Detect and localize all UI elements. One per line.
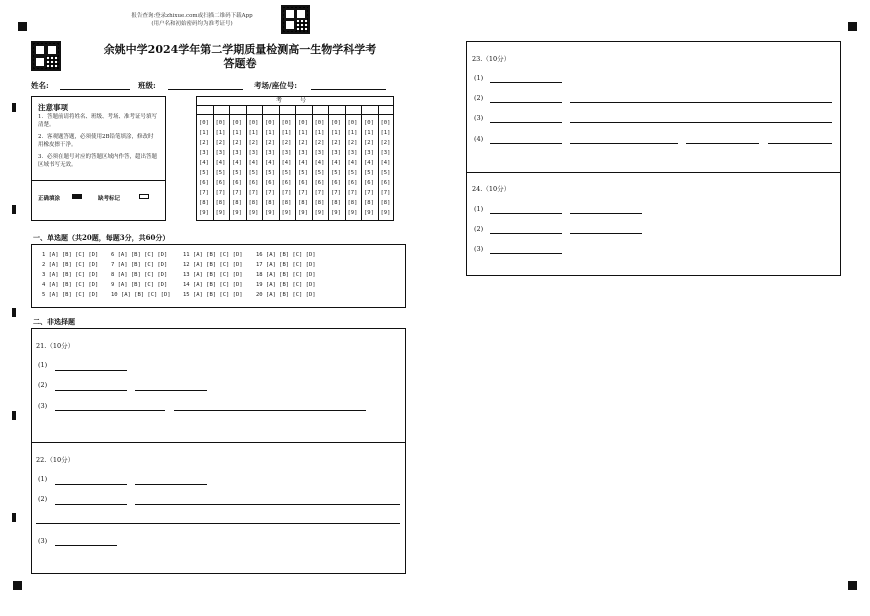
corner-mark-bottom-left [13, 581, 22, 590]
exam-number-column-divider [378, 105, 379, 221]
single-choice-item[interactable]: 3 [A] [B] [C] [D] [42, 272, 99, 278]
exam-number-bubble[interactable]: [5] [265, 170, 275, 176]
exam-number-column-divider [312, 105, 313, 221]
q22-p1-answer-a[interactable] [55, 484, 127, 485]
exam-number-column-divider [246, 105, 247, 221]
qr-code-app [281, 5, 310, 34]
exam-number-bubble[interactable]: [1] [364, 130, 374, 136]
exam-number-bubble[interactable]: [2] [314, 140, 325, 146]
exam-number-bubble[interactable]: [9] [199, 210, 209, 216]
single-choice-item[interactable]: 10 [A] [B] [C] [D] [111, 292, 171, 298]
exam-number-bubble[interactable]: [0] [215, 120, 226, 126]
q22-p1-answer-b[interactable] [135, 484, 207, 485]
q24-p2-answer-a[interactable] [490, 233, 562, 234]
exam-number-bubble[interactable]: [6] [331, 180, 341, 186]
exam-number-bubble[interactable]: [3] [331, 150, 341, 156]
notice-divider [32, 180, 165, 181]
exam-number-bubble[interactable]: [8] [215, 200, 226, 206]
exam-number-bubble[interactable]: [8] [298, 200, 308, 206]
exam-number-bubble[interactable]: [2] [298, 140, 308, 146]
exam-number-bubble[interactable]: [6] [298, 180, 308, 186]
q23-p1-answer[interactable] [490, 82, 562, 83]
exam-number-column-divider [262, 105, 263, 221]
exam-number-bubble[interactable]: [8] [331, 200, 341, 206]
q21-p1-answer[interactable] [55, 370, 127, 371]
exam-number-bubble[interactable]: [4] [331, 160, 341, 166]
exam-number-bubble[interactable]: [9] [347, 210, 358, 216]
exam-number-bubble[interactable]: [8] [265, 200, 275, 206]
exam-number-bubble[interactable]: [6] [364, 180, 374, 186]
exam-number-bubble[interactable]: [4] [298, 160, 308, 166]
exam-number-header: 考 号 [196, 96, 394, 106]
q24-title: 24.（10分） [472, 185, 511, 193]
exam-number-bubble[interactable]: [1] [265, 130, 275, 136]
exam-number-bubble[interactable]: [5] [347, 170, 358, 176]
exam-number-bubble[interactable]: [1] [331, 130, 341, 136]
exam-number-column-divider [279, 105, 280, 221]
exam-number-bubble[interactable]: [1] [380, 130, 391, 136]
single-choice-item[interactable]: 12 [A] [B] [C] [D] [183, 262, 243, 268]
q21-p2-answer-b[interactable] [135, 390, 207, 391]
exam-number-bubble[interactable]: [1] [232, 130, 242, 136]
q22-title: 22.（10分） [36, 456, 75, 464]
exam-number-bubble[interactable]: [5] [199, 170, 209, 176]
corner-mark-top-left [18, 22, 27, 31]
exam-number-bubble[interactable]: [0] [265, 120, 275, 126]
exam-number-bubble[interactable]: [2] [248, 140, 259, 146]
exam-number-bubble[interactable]: [7] [364, 190, 374, 196]
exam-number-bubble[interactable]: [4] [248, 160, 259, 166]
q21-title: 21.（10分） [36, 342, 75, 350]
side-mark [12, 205, 16, 214]
report-notice-line1: 报告查询:登录zhixue.com或扫描二维码下载App [131, 13, 253, 19]
single-choice-item[interactable]: 9 [A] [B] [C] [D] [111, 282, 168, 288]
exam-number-bubble[interactable]: [5] [298, 170, 308, 176]
exam-number-bubble[interactable]: [2] [215, 140, 226, 146]
q22-p2-label: (2) [38, 495, 48, 503]
exam-number-bubble[interactable]: [9] [281, 210, 292, 216]
q23-p4-answer-c[interactable] [686, 143, 759, 144]
exam-number-bubble[interactable]: [0] [199, 120, 209, 126]
exam-number-bubble[interactable]: [2] [331, 140, 341, 146]
exam-number-bubble[interactable]: [3] [380, 150, 391, 156]
exam-number-column-divider [361, 105, 362, 221]
exam-number-bubble[interactable]: [2] [364, 140, 374, 146]
exam-number-bubble[interactable]: [8] [281, 200, 292, 206]
exam-number-bubble[interactable]: [8] [199, 200, 209, 206]
single-choice-item[interactable]: 11 [A] [B] [C] [D] [183, 252, 243, 258]
q21-p3-answer-b[interactable] [174, 410, 366, 411]
q23-24-divider [467, 172, 840, 173]
corner-mark-top-right [848, 22, 857, 31]
q23-24-box [466, 41, 841, 276]
section2-title: 二、非选择题 [33, 317, 75, 326]
report-notice-line2: (用户名和初始密码均为准考证号) [151, 21, 233, 27]
exam-number-bubble[interactable]: [0] [314, 120, 325, 126]
q21-p2-label: (2) [38, 381, 48, 389]
single-choice-item[interactable]: 14 [A] [B] [C] [D] [183, 282, 243, 288]
exam-number-bubble[interactable]: [9] [380, 210, 391, 216]
class-field[interactable] [168, 89, 243, 90]
side-mark [12, 513, 16, 522]
q23-p3-answer-b[interactable] [570, 122, 832, 123]
q22-p2-answer-a[interactable] [55, 504, 127, 505]
exam-number-bubble[interactable]: [7] [265, 190, 275, 196]
q23-p3-answer-a[interactable] [490, 122, 562, 123]
exam-number-bubble[interactable]: [6] [347, 180, 358, 186]
exam-number-bubble[interactable]: [6] [199, 180, 209, 186]
exam-number-bubble[interactable]: [2] [380, 140, 391, 146]
exam-number-bubble[interactable]: [3] [281, 150, 292, 156]
exam-number-bubble[interactable]: [3] [215, 150, 226, 156]
exam-number-column-divider [345, 105, 346, 221]
exam-number-bubble[interactable]: [3] [364, 150, 374, 156]
exam-number-bubble[interactable]: [0] [347, 120, 358, 126]
exam-number-bubble[interactable]: [1] [347, 130, 358, 136]
q21-22-box [31, 328, 406, 574]
page-title [90, 43, 390, 71]
exam-number-bubble[interactable]: [5] [380, 170, 391, 176]
exam-number-bubble[interactable]: [0] [232, 120, 242, 126]
q21-22-divider [32, 442, 405, 443]
single-choice-item[interactable]: 4 [A] [B] [C] [D] [42, 282, 99, 288]
exam-number-bubble[interactable]: [5] [314, 170, 325, 176]
q24-p1-label: (1) [474, 205, 484, 213]
exam-number-column-divider [295, 105, 296, 221]
exam-number-bubble[interactable]: [4] [314, 160, 325, 166]
q23-p4-answer-a[interactable] [490, 143, 562, 144]
exam-number-bubble[interactable]: [1] [215, 130, 226, 136]
notice-item: 3．必须在题号对应的答题区域内作答，超出答题区域书写无效。 [38, 154, 158, 168]
exam-number-bubble[interactable]: [0] [248, 120, 259, 126]
exam-number-bubble[interactable]: [0] [281, 120, 292, 126]
q23-p4-label: (4) [474, 135, 484, 143]
exam-number-bubble[interactable]: [3] [248, 150, 259, 156]
exam-number-bubble[interactable]: [6] [265, 180, 275, 186]
class-label: 班级: [138, 81, 156, 90]
exam-number-bubble[interactable]: [8] [314, 200, 325, 206]
exam-number-bubble[interactable]: [4] [199, 160, 209, 166]
single-choice-item[interactable]: 15 [A] [B] [C] [D] [183, 292, 243, 298]
q24-p2-answer-b[interactable] [570, 233, 642, 234]
exam-number-bubble[interactable]: [3] [199, 150, 209, 156]
single-choice-item[interactable]: 17 [A] [B] [C] [D] [256, 262, 316, 268]
exam-number-column-divider [229, 105, 230, 221]
exam-number-bubble[interactable]: [7] [281, 190, 292, 196]
qr-code-sheet [31, 41, 61, 71]
exam-number-bubble[interactable]: [3] [232, 150, 242, 156]
exam-number-bubble[interactable]: [5] [281, 170, 292, 176]
single-choice-item[interactable]: 19 [A] [B] [C] [D] [256, 282, 316, 288]
exam-number-bubble[interactable]: [9] [248, 210, 259, 216]
q24-p3-answer[interactable] [490, 253, 562, 254]
exam-number-bubble[interactable]: [7] [199, 190, 209, 196]
exam-number-bubble[interactable]: [7] [215, 190, 226, 196]
absent-mark-label: 缺考标记 [98, 196, 121, 202]
exam-number-bubble[interactable]: [7] [314, 190, 325, 196]
q24-p1-answer-a[interactable] [490, 213, 562, 214]
single-choice-item[interactable]: 8 [A] [B] [C] [D] [111, 272, 168, 278]
exam-number-bubble[interactable]: [7] [380, 190, 391, 196]
exam-number-bubble[interactable]: [8] [248, 200, 259, 206]
exam-number-bubble[interactable]: [9] [314, 210, 325, 216]
exam-number-bubble[interactable]: [6] [215, 180, 226, 186]
single-choice-item[interactable]: 18 [A] [B] [C] [D] [256, 272, 316, 278]
room-label: 考场/座位号: [254, 81, 298, 90]
q23-p4-answer-d[interactable] [768, 143, 832, 144]
single-choice-item[interactable]: 1 [A] [B] [C] [D] [42, 252, 99, 258]
corner-mark-bottom-right [848, 581, 857, 590]
exam-number-bubble[interactable]: [7] [248, 190, 259, 196]
exam-number-bubble[interactable]: [4] [380, 160, 391, 166]
section1-title: 一、单选题（共20题，每题3分，共60分） [33, 233, 170, 242]
exam-number-bubble[interactable]: [6] [248, 180, 259, 186]
single-choice-item[interactable]: 20 [A] [B] [C] [D] [256, 292, 316, 298]
single-choice-item[interactable]: 5 [A] [B] [C] [D] [42, 292, 99, 298]
report-notice [118, 12, 266, 28]
exam-number-bubble[interactable]: [5] [248, 170, 259, 176]
q22-p3-answer[interactable] [55, 545, 117, 546]
q24-p1-answer-b[interactable] [570, 213, 642, 214]
q23-title: 23.（10分） [472, 55, 511, 63]
exam-number-bubble[interactable]: [4] [281, 160, 292, 166]
exam-number-bubble[interactable]: [3] [298, 150, 308, 156]
exam-number-bubble[interactable]: [1] [248, 130, 259, 136]
notice-title: 注意事项 [38, 103, 68, 112]
q21-p1-label: (1) [38, 361, 48, 369]
exam-number-bubble[interactable]: [2] [199, 140, 209, 146]
exam-number-bubble[interactable]: [8] [364, 200, 374, 206]
exam-number-bubble[interactable]: [7] [298, 190, 308, 196]
exam-number-bubble[interactable]: [9] [265, 210, 275, 216]
exam-number-bubble[interactable]: [9] [331, 210, 341, 216]
exam-number-bubble[interactable]: [4] [215, 160, 226, 166]
exam-number-bubble[interactable]: [9] [215, 210, 226, 216]
exam-number-bubble[interactable]: [1] [281, 130, 292, 136]
exam-number-bubble[interactable]: [8] [347, 200, 358, 206]
exam-number-bubble[interactable]: [8] [380, 200, 391, 206]
exam-number-bubble[interactable]: [7] [232, 190, 242, 196]
single-choice-item[interactable]: 16 [A] [B] [C] [D] [256, 252, 316, 258]
exam-number-bubble[interactable]: [0] [364, 120, 374, 126]
single-choice-item[interactable]: 13 [A] [B] [C] [D] [183, 272, 243, 278]
exam-number-bubble[interactable]: [9] [364, 210, 374, 216]
name-label: 姓名: [31, 81, 49, 90]
q22-p2-answer-b[interactable] [135, 504, 400, 505]
room-field[interactable] [311, 89, 386, 90]
exam-number-bubble[interactable]: [2] [232, 140, 242, 146]
exam-number-bubble[interactable]: [3] [314, 150, 325, 156]
q23-p2-answer-a[interactable] [490, 102, 562, 103]
exam-number-bubble[interactable]: [1] [199, 130, 209, 136]
exam-number-bubble[interactable]: [5] [215, 170, 226, 176]
exam-number-bubble[interactable]: [5] [232, 170, 242, 176]
side-mark [12, 103, 16, 112]
q22-p3-label: (3) [38, 537, 48, 545]
exam-number-bubble[interactable]: [4] [364, 160, 374, 166]
name-field[interactable] [60, 89, 130, 90]
single-choice-item[interactable]: 2 [A] [B] [C] [D] [42, 262, 99, 268]
q23-p4-answer-b[interactable] [570, 143, 678, 144]
exam-number-bubble[interactable]: [2] [347, 140, 358, 146]
exam-number-bubble[interactable]: [7] [331, 190, 341, 196]
exam-number-bubble[interactable]: [3] [347, 150, 358, 156]
q21-p3-label: (3) [38, 402, 48, 410]
exam-number-bubble[interactable]: [5] [364, 170, 374, 176]
q23-p2-label: (2) [474, 94, 484, 102]
exam-number-bubble[interactable]: [1] [298, 130, 308, 136]
title-line2: 答题卷 [223, 57, 257, 70]
single-choice-item[interactable]: 7 [A] [B] [C] [D] [111, 262, 168, 268]
correct-fill-label: 正确填涂 [38, 196, 61, 202]
side-mark [12, 411, 16, 420]
q24-p3-label: (3) [474, 245, 484, 253]
absent-checkbox[interactable] [139, 194, 149, 199]
side-mark [12, 308, 16, 317]
exam-number-bubble[interactable]: [0] [331, 120, 341, 126]
exam-number-bubble[interactable]: [5] [331, 170, 341, 176]
exam-number-bubble[interactable]: [2] [265, 140, 275, 146]
single-choice-item[interactable]: 6 [A] [B] [C] [D] [111, 252, 168, 258]
exam-number-bubble[interactable]: [1] [314, 130, 325, 136]
exam-number-bubble[interactable]: [6] [281, 180, 292, 186]
exam-number-bubble[interactable]: [6] [232, 180, 242, 186]
exam-number-bubble[interactable]: [0] [380, 120, 391, 126]
exam-number-bubble[interactable]: [2] [281, 140, 292, 146]
notice-item: 1．答题前请将姓名、班级、考场、准考证号填写清楚。 [38, 114, 158, 128]
exam-number-bubble[interactable]: [8] [232, 200, 242, 206]
exam-number-bubble[interactable]: [6] [314, 180, 325, 186]
correct-fill-sample [72, 194, 82, 199]
exam-number-bubble[interactable]: [4] [232, 160, 242, 166]
exam-number-bubble[interactable]: [9] [232, 210, 242, 216]
q24-p2-label: (2) [474, 225, 484, 233]
exam-number-bubble[interactable]: [6] [380, 180, 391, 186]
exam-number-bubble[interactable]: [9] [298, 210, 308, 216]
exam-number-column-divider [213, 105, 214, 221]
q23-p2-answer-b[interactable] [570, 102, 832, 103]
exam-number-column-divider [328, 105, 329, 221]
q22-p1-label: (1) [38, 475, 48, 483]
exam-number-bubble[interactable]: [0] [298, 120, 308, 126]
notice-item: 2．客观题答题，必须使用2B铅笔填涂，修改时用橡皮擦干净。 [38, 134, 154, 148]
exam-number-bubble[interactable]: [7] [347, 190, 358, 196]
q23-p3-label: (3) [474, 114, 484, 122]
q23-p1-label: (1) [474, 74, 484, 82]
exam-number-bubble[interactable]: [3] [265, 150, 275, 156]
q21-p2-answer-a[interactable] [55, 390, 127, 391]
exam-number-bubble[interactable]: [4] [347, 160, 358, 166]
q21-p3-answer-a[interactable] [55, 410, 165, 411]
q22-p2-answer-c[interactable] [36, 523, 400, 524]
exam-number-bubble[interactable]: [4] [265, 160, 275, 166]
title-line1: 余姚中学2024学年第二学期质量检测高一生物学科学考 [103, 43, 377, 56]
